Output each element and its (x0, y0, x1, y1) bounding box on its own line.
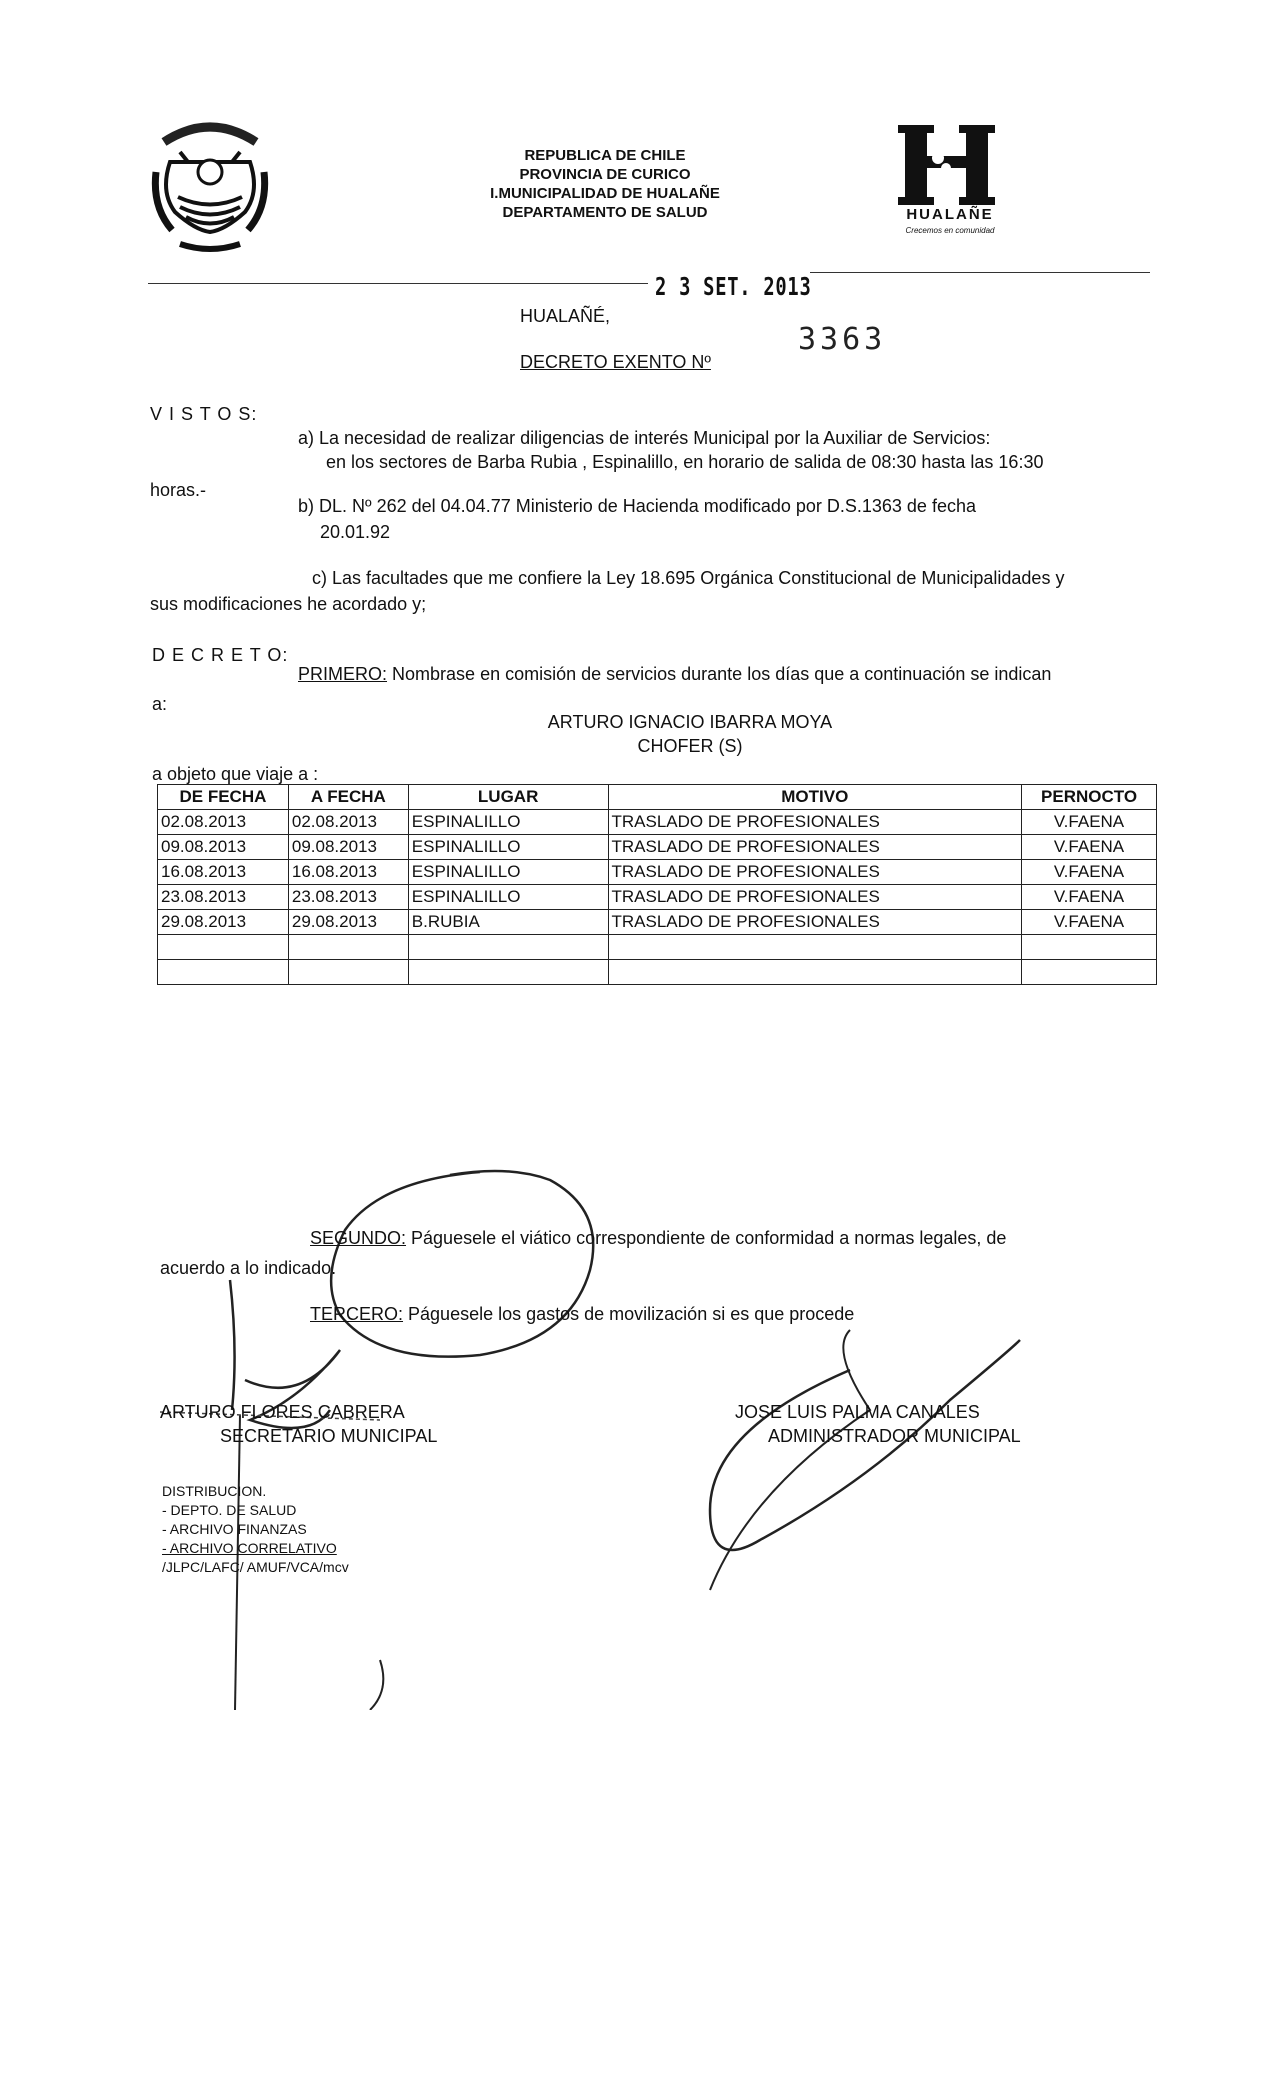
cell-reason: TRASLADO DE PROFESIONALES (608, 835, 1022, 860)
cell-reason: TRASLADO DE PROFESIONALES (608, 860, 1022, 885)
cell-to-date (288, 960, 408, 985)
cell-to-date: 09.08.2013 (288, 835, 408, 860)
cell-to-date: 23.08.2013 (288, 885, 408, 910)
cell-reason: TRASLADO DE PROFESIONALES (608, 810, 1022, 835)
cell-place (408, 935, 608, 960)
distribution-item-finance: - ARCHIVO FINANZAS (162, 1521, 307, 1537)
right-logo-subtitle: Crecemos en comunidad (905, 226, 995, 235)
segundo-label: SEGUNDO: (310, 1228, 407, 1248)
right-logo-title: HUALAÑE (906, 206, 994, 223)
cell-to-date (288, 935, 408, 960)
header-line-department: DEPARTAMENTO DE SALUD (502, 204, 708, 221)
table-row (158, 835, 1157, 860)
cell-reason (608, 960, 1022, 985)
column-header-reason: MOTIVO (608, 785, 1022, 810)
cell-from-date: 29.08.2013 (158, 910, 289, 935)
column-header-from-date: DE FECHA (158, 785, 289, 810)
cell-from-date (158, 960, 289, 985)
primero-continuation: a: (152, 694, 168, 714)
cell-reason: TRASLADO DE PROFESIONALES (608, 910, 1022, 935)
cell-place (408, 960, 608, 985)
distribution-item-archive: - ARCHIVO CORRELATIVO (162, 1540, 337, 1556)
cell-from-date: 09.08.2013 (158, 835, 289, 860)
cell-overnight: V.FAENA (1022, 860, 1157, 885)
date-stamp: 2 3 SET. 2013 (655, 272, 812, 301)
tercero-text: Páguesele los gastos de movilización si es que procede (408, 1304, 855, 1324)
primero-paragraph (298, 664, 1051, 685)
header-line-municipality: I.MUNICIPALIDAD DE HUALAÑE (490, 185, 720, 202)
primero-label: PRIMERO: (298, 664, 388, 684)
primero-text: Nombrase en comisión de servicios durante los días que a continuación se indican (392, 664, 1052, 684)
cell-reason: TRASLADO DE PROFESIONALES (608, 885, 1022, 910)
table-row (158, 910, 1157, 935)
cell-place: ESPINALILLO (408, 835, 608, 860)
cell-overnight: V.FAENA (1022, 835, 1157, 860)
segundo-continuation: acuerdo a lo indicado. (160, 1258, 337, 1278)
vistos-a-line3: horas.- (150, 480, 207, 500)
column-header-to-date: A FECHA (288, 785, 408, 810)
cell-place: ESPINALILLO (408, 885, 608, 910)
decree-number-label: DECRETO EXENTO Nº (520, 352, 711, 372)
right-signatory-role: ADMINISTRADOR MUNICIPAL (768, 1426, 1021, 1446)
header-divider-right (810, 272, 1150, 273)
column-header-overnight: PERNOCTO (1022, 785, 1157, 810)
cell-place: ESPINALILLO (408, 810, 608, 835)
right-signatory-name: JOSE LUIS PALMA CANALES (735, 1402, 980, 1422)
distribution-list (162, 1482, 349, 1577)
hualane-h-logo (890, 120, 1010, 250)
left-signatory-name: ARTURO FLORES CABRERA (160, 1402, 405, 1422)
segundo-paragraph (310, 1228, 1006, 1249)
cell-overnight: V.FAENA (1022, 910, 1157, 935)
vistos-a-line1: a) La necesidad de realizar diligencias de interés Municipal por la Auxiliar de Servicios: (298, 428, 991, 448)
cell-overnight (1022, 935, 1157, 960)
decreto-title: D E C R E T O: (152, 645, 289, 665)
cell-from-date: 23.08.2013 (158, 885, 289, 910)
header-institution-block (430, 146, 780, 222)
commissioned-person-name: ARTURO IGNACIO IBARRA MOYA (547, 712, 833, 732)
vistos-c-line1: c) Las facultades que me confiere la Ley 18.695 Orgánica Constitucional de Municipalidades y (312, 568, 1065, 588)
travel-purpose-label: a objeto que viaje a : (152, 764, 319, 784)
table-row (158, 935, 1157, 960)
vistos-b-line2: 20.01.92 (320, 522, 391, 542)
cell-to-date: 02.08.2013 (288, 810, 408, 835)
header-line-republic: REPUBLICA DE CHILE (524, 147, 686, 164)
cell-from-date: 16.08.2013 (158, 860, 289, 885)
vistos-a-line2: en los sectores de Barba Rubia , Espinalillo, en horario de salida de 08:30 hasta las 16:30 (326, 452, 1044, 472)
column-header-place: LUGAR (408, 785, 608, 810)
cell-place: ESPINALILLO (408, 860, 608, 885)
cell-to-date: 29.08.2013 (288, 910, 408, 935)
table-header-row (158, 785, 1157, 810)
header-line-province: PROVINCIA DE CURICO (519, 166, 691, 183)
distribution-title: DISTRIBUCION. (162, 1483, 267, 1499)
table-row (158, 860, 1157, 885)
vistos-title: V I S T O S: (150, 404, 258, 424)
vistos-b-line1: b) DL. Nº 262 del 04.04.77 Ministerio de Hacienda modificado por D.S.1363 de fecha (298, 496, 976, 516)
cell-to-date: 16.08.2013 (288, 860, 408, 885)
cell-place: B.RUBIA (408, 910, 608, 935)
segundo-text: Páguesele el viático correspondiente de conformidad a normas legales, de (411, 1228, 1007, 1248)
handwritten-decree-number: 3363 (798, 322, 887, 357)
cell-from-date: 02.08.2013 (158, 810, 289, 835)
cell-reason (608, 935, 1022, 960)
left-signatory-role: SECRETARIO MUNICIPAL (220, 1426, 438, 1446)
place-label: HUALAÑÉ, (520, 306, 611, 326)
cell-overnight (1022, 960, 1157, 985)
distribution-item-health: - DEPTO. DE SALUD (162, 1502, 297, 1518)
distribution-initials: /JLPC/LAFC/ AMUF/VCA/mcv (162, 1559, 349, 1575)
table-row (158, 810, 1157, 835)
municipality-seal-logo (150, 112, 270, 262)
table-row (158, 960, 1157, 985)
tercero-label: TERCERO: (310, 1304, 404, 1324)
commissioned-person-role: CHOFER (S) (637, 736, 743, 756)
table-row (158, 885, 1157, 910)
tercero-paragraph (310, 1304, 854, 1325)
header-divider-left (148, 283, 648, 284)
travel-commission-table (157, 784, 1157, 985)
cell-from-date (158, 935, 289, 960)
cell-overnight: V.FAENA (1022, 810, 1157, 835)
vistos-c-line2: sus modificaciones he acordado y; (150, 594, 427, 614)
cell-overnight: V.FAENA (1022, 885, 1157, 910)
